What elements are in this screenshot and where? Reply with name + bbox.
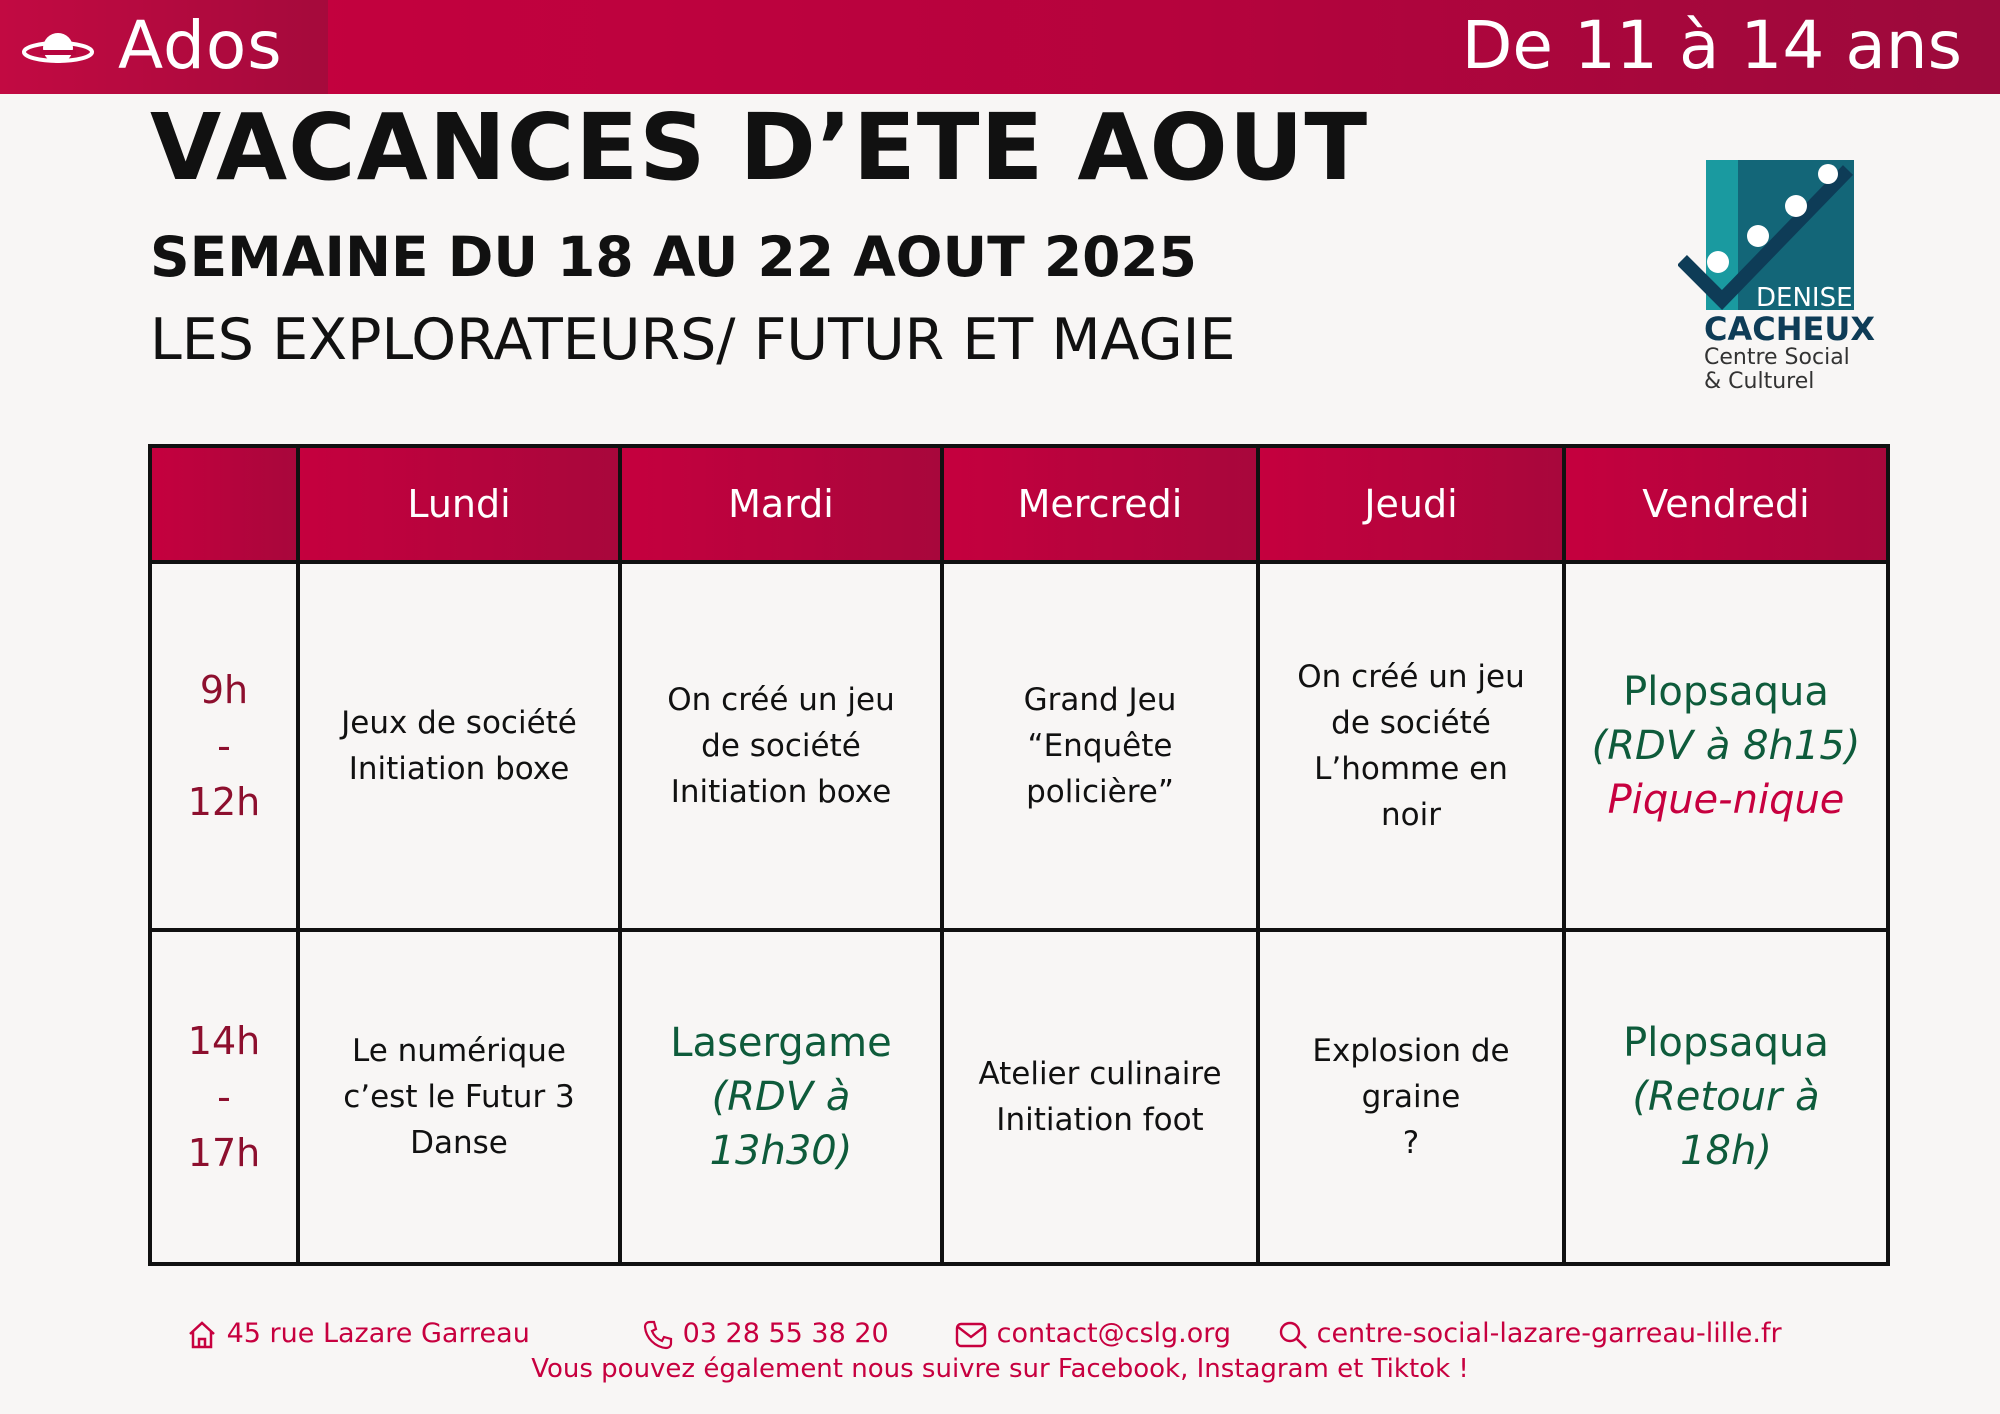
footer-phone[interactable]: 03 28 55 38 20 <box>642 1318 889 1351</box>
cell-jeudi-afternoon: Explosion de graine ? <box>1258 930 1564 1264</box>
day-lundi: Lundi <box>298 446 620 562</box>
mail-icon <box>954 1320 988 1350</box>
footer-website[interactable]: centre-social-lazare-garreau-lille.fr <box>1278 1318 1782 1350</box>
ados-label: Ados <box>118 7 283 84</box>
footer-email[interactable]: contact@cslg.org <box>954 1318 1231 1350</box>
cell-mercredi-morning: Grand Jeu “Enquête policière” <box>942 562 1258 930</box>
cell-jeudi-morning: On créé un jeu de société L’homme en noir <box>1258 562 1564 930</box>
cell-mardi-morning: On créé un jeu de société Initiation boxe <box>620 562 942 930</box>
day-mardi: Mardi <box>620 446 942 562</box>
table-row-afternoon <box>150 930 1888 1264</box>
home-icon <box>186 1319 218 1351</box>
cell-lundi-morning: Jeux de société Initiation boxe <box>298 562 620 930</box>
day-jeudi: Jeudi <box>1258 446 1564 562</box>
week-subtitle: SEMAINE DU 18 AU 22 AOUT 2025 <box>150 225 1197 289</box>
header-corner <box>150 446 298 562</box>
logo-centre-social: Centre Social <box>1704 345 1850 370</box>
time-morning: 9h - 12h <box>150 562 298 930</box>
search-icon <box>1278 1320 1308 1350</box>
time-afternoon: 14h - 17h <box>150 930 298 1264</box>
age-range: De 11 à 14 ans <box>1461 7 1962 84</box>
table-header-row <box>150 446 1888 562</box>
schedule-table <box>148 444 1890 1266</box>
logo-cacheux: CACHEUX <box>1704 310 1876 348</box>
planet-icon <box>22 28 94 72</box>
footer-social-note: Vous pouvez également nous suivre sur Facebook, Instagram et Tiktok ! <box>531 1354 1469 1384</box>
phone-icon <box>642 1319 674 1351</box>
day-mercredi: Mercredi <box>942 446 1258 562</box>
cell-mardi-afternoon: Lasergame (RDV à 13h30) <box>620 930 942 1264</box>
cell-lundi-afternoon: Le numérique c’est le Futur 3 Danse <box>298 930 620 1264</box>
ados-tab <box>0 0 328 94</box>
page-title: VACANCES D’ETE AOUT <box>150 94 1369 201</box>
table-row-morning <box>150 562 1888 930</box>
cell-vendredi-morning: Plopsaqua (RDV à 8h15) Pique-nique <box>1564 562 1888 930</box>
logo-denise: DENISE <box>1756 283 1853 313</box>
cell-vendredi-afternoon: Plopsaqua (Retour à 18h) <box>1564 930 1888 1264</box>
footer-address: 45 rue Lazare Garreau <box>186 1318 530 1351</box>
logo-culturel: & Culturel <box>1704 369 1815 394</box>
cell-mercredi-afternoon: Atelier culinaire Initiation foot <box>942 930 1258 1264</box>
day-vendredi: Vendredi <box>1564 446 1888 562</box>
theme-subtitle: LES EXPLORATEURS/ FUTUR ET MAGIE <box>150 307 1236 373</box>
